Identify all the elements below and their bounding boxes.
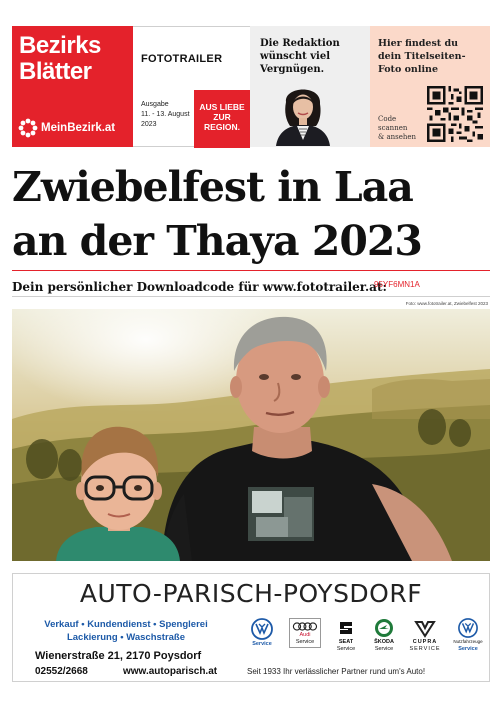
- vw-logo-icon: [251, 618, 273, 640]
- redaktion-greeting: [260, 37, 364, 76]
- seat-service: Service: [336, 646, 356, 652]
- cupra-name: CUPRA: [412, 639, 438, 645]
- download-text: Dein persönlicher Downloadcode für www.fototrailer.at:: [12, 280, 387, 294]
- brand-vw-commercial-caption: Service: [458, 646, 478, 652]
- audi-name: Audi: [299, 632, 311, 638]
- redaktion-line-2: wünscht viel: [260, 51, 331, 62]
- ad-phone[interactable]: 02552/2668: [35, 666, 88, 677]
- ad-services: [13, 618, 239, 644]
- ad-address: Wienerstraße 21, 2170 Poysdorf: [35, 650, 202, 662]
- qr-line-2: dein Titelseiten-: [378, 51, 466, 62]
- vw-commercial-name: Nutzfahrzeuge: [453, 639, 483, 644]
- redaktion-line-3: Vergnügen.: [260, 64, 325, 75]
- brand-logos: [245, 618, 485, 656]
- issue-column: [133, 26, 250, 147]
- redaktion-line-1: Die Redaktion: [260, 38, 340, 49]
- cupra-service: SERVICE: [409, 646, 441, 652]
- cover-photo[interactable]: [12, 309, 490, 561]
- skoda-logo-icon: [374, 618, 394, 638]
- meinbezirk-flower-icon: [18, 118, 38, 138]
- brand-cupra: [405, 618, 445, 652]
- qr-caption-3: & ansehen: [378, 133, 417, 141]
- brand-audi: [287, 618, 323, 648]
- ad-website-link[interactable]: www.autoparisch.at: [123, 666, 218, 677]
- qr-box: [370, 26, 490, 147]
- cover-photo-illustration: [12, 309, 490, 561]
- skoda-service: Service: [374, 646, 394, 652]
- photo-divider: [12, 296, 490, 297]
- meinbezirk-label: MeinBezirk.at: [41, 122, 116, 134]
- ad-services-line-2: Lackierung • Waschstraße: [66, 632, 186, 643]
- redaktion-box: [250, 26, 370, 147]
- ad-services-line-1: Verkauf • Kundendienst • Spenglerei: [44, 619, 208, 630]
- ad-title: AUTO-PARISCH-POYSDORF: [79, 579, 423, 608]
- region-badge: [194, 90, 250, 148]
- qr-caption: [378, 115, 416, 142]
- logo-line-2: Blätter: [19, 58, 92, 85]
- brand-vw: [245, 618, 279, 647]
- region-line-1: AUS LIEBE: [199, 102, 245, 112]
- section-label: FOTOTRAILER: [141, 53, 223, 65]
- qr-caption-2: scannen: [378, 124, 408, 132]
- qr-caption-1: Code: [378, 115, 397, 123]
- audi-logo-frame: [289, 618, 321, 648]
- region-line-2: ZUR: [213, 112, 231, 122]
- ad-tagline: Seit 1933 Ihr verlässlicher Partner rund um's Auto!: [247, 667, 426, 676]
- auto-parisch-ad[interactable]: [12, 573, 490, 682]
- audi-rings-icon: [292, 622, 318, 631]
- brand-seat: [329, 618, 363, 652]
- bezirksblaetter-logo[interactable]: [12, 26, 133, 147]
- issue-label: Ausgabe: [141, 101, 169, 108]
- editor-portrait: [272, 82, 334, 146]
- headline-divider: [12, 270, 490, 271]
- skoda-name: ŠKODA: [374, 639, 394, 645]
- vw-commercial-logo-icon: [458, 618, 478, 638]
- brand-vw-caption: Service: [252, 641, 272, 647]
- region-line-3: REGION.: [204, 122, 240, 132]
- logo-line-1: Bezirks: [19, 32, 101, 59]
- qr-headline: [378, 37, 488, 76]
- meinbezirk-brand: [18, 118, 115, 138]
- audi-service: Service: [295, 639, 315, 645]
- issue-year: 2023: [141, 121, 157, 128]
- qr-line-1: Hier findest du: [378, 38, 459, 49]
- seat-name: SEAT: [338, 639, 354, 645]
- issue-dates: 11. - 13. August: [141, 111, 190, 118]
- qr-code-icon[interactable]: [427, 86, 483, 142]
- issue-info: [141, 100, 190, 130]
- download-code[interactable]: 95YF6MN1A: [374, 280, 420, 289]
- page-headline: [12, 160, 492, 268]
- brand-vw-commercial: [451, 618, 485, 652]
- headline-line-1: Zwiebelfest in Laa: [12, 163, 413, 211]
- photo-credit: Foto: www.fototrailer.at, Zwiebelfest 2023: [405, 301, 488, 306]
- headline-line-2: an der Thaya 2023: [12, 217, 422, 265]
- seat-logo-icon: [336, 618, 356, 638]
- cupra-logo-icon: [414, 618, 436, 638]
- masthead: [12, 26, 490, 147]
- qr-line-3: Foto online: [378, 64, 439, 75]
- brand-skoda: [367, 618, 401, 652]
